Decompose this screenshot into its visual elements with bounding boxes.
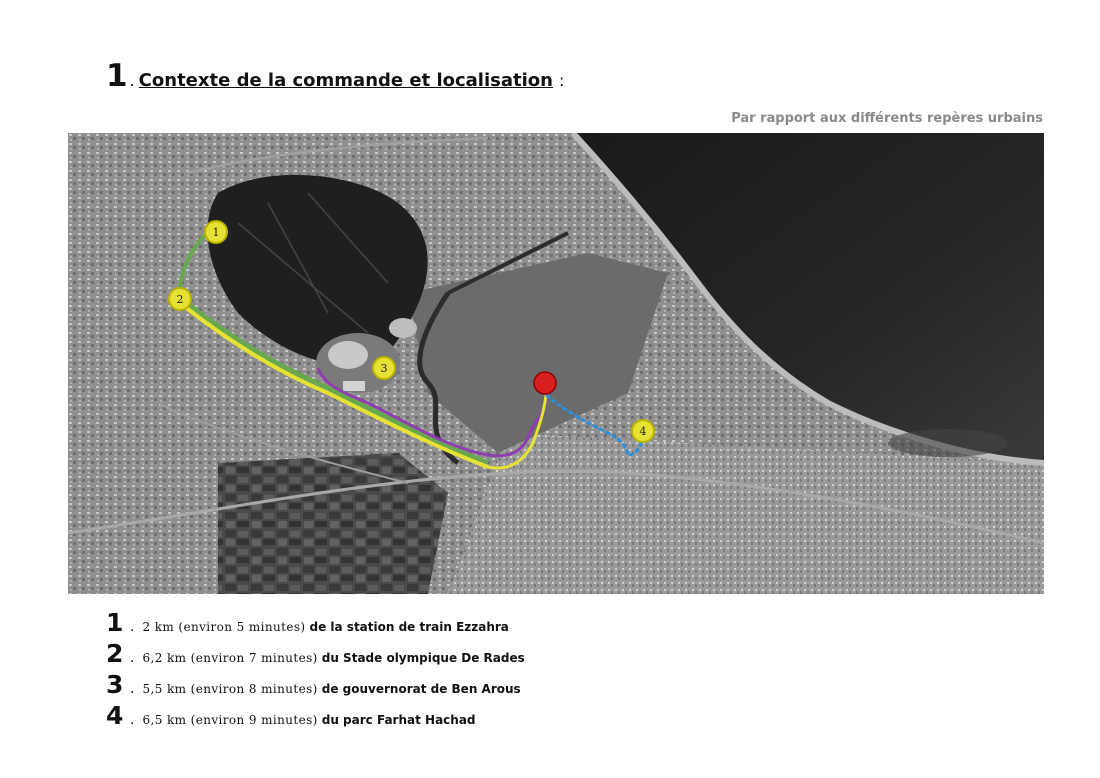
- marker-2: [169, 288, 191, 310]
- agricultural-fields: [218, 453, 448, 594]
- legend: [106, 608, 525, 732]
- legend-item: 4 . 6,5 km (environ 9 minutes) du parc Farhat Hachad: [106, 701, 476, 730]
- legend-item: 3 . 5,5 km (environ 8 minutes) de gouvernorat de Ben Arous: [106, 670, 521, 699]
- page-title: [106, 58, 564, 98]
- section-title: Contexte de la commande et localisation: [138, 70, 553, 91]
- svg-text:2: 2: [176, 293, 184, 306]
- marker-4: [632, 420, 654, 442]
- section-number: 1: [106, 58, 128, 94]
- marker-3: [373, 357, 395, 379]
- legend-distance: 6,2 km (environ 7 minutes): [142, 651, 318, 665]
- legend-number: 3: [106, 670, 124, 699]
- legend-place: de la station de train Ezzahra: [309, 620, 509, 634]
- section-number-dot: .: [129, 71, 135, 90]
- legend-item: 1 . 2 km (environ 5 minutes) de la station de train Ezzahra: [106, 608, 509, 637]
- svg-text:4: 4: [639, 425, 647, 438]
- marker-1: [205, 221, 227, 243]
- legend-place: du parc Farhat Hachad: [321, 713, 476, 727]
- legend-number: 2: [106, 639, 124, 668]
- satellite-map: [68, 133, 1044, 594]
- legend-distance: 2 km (environ 5 minutes): [142, 620, 306, 634]
- legend-number: 4: [106, 701, 124, 730]
- map-canvas: [68, 133, 1044, 594]
- legend-place: de gouvernorat de Ben Arous: [321, 682, 521, 696]
- map-subtitle: Par rapport aux différents repères urbains: [731, 111, 1043, 126]
- legend-place: du Stade olympique De Rades: [321, 651, 525, 665]
- svg-text:1: 1: [212, 226, 220, 239]
- legend-distance: 6,5 km (environ 9 minutes): [142, 713, 318, 727]
- svg-text:3: 3: [380, 362, 388, 375]
- legend-number: 1: [106, 608, 124, 637]
- legend-item: 2 . 6,2 km (environ 7 minutes) du Stade olympique De Rades: [106, 639, 525, 668]
- legend-distance: 5,5 km (environ 8 minutes): [142, 682, 318, 696]
- section-title-colon: :: [558, 71, 565, 90]
- site-marker: [534, 372, 556, 394]
